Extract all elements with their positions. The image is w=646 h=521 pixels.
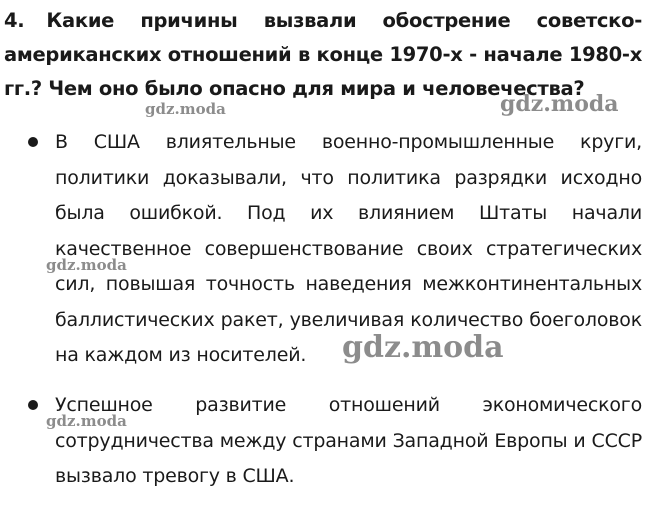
- answer-item-2: Успешное развитие отношений экономического сотрудничества между странами Западной Европы и СССР вызвало тревогу в США.: [55, 394, 642, 487]
- question-heading: [4, 4, 642, 106]
- watermark: gdz.moda: [145, 100, 226, 118]
- watermark: gdz.moda: [500, 91, 619, 117]
- watermark: gdz.moda: [46, 256, 127, 274]
- watermark: gdz.moda: [46, 412, 127, 430]
- bullet-dot-icon: [28, 400, 38, 410]
- answer-item-1: В США влиятельные военно-промышленные круги, политики доказывали, что политика разрядки исходно была ошибкой. Под их влиянием Штаты начали качественное совершенствование своих стратегических сил, повышая точность наведения межконтинентальных баллистических ракет, увеличивая количество боеголовок на каждом из носителей.: [55, 131, 642, 366]
- bullet-dot-icon: [28, 137, 38, 147]
- watermark: gdz.moda: [342, 330, 504, 365]
- question-text: Какие причины вызвали обострение советско-американских отношений в конце 1970-х - начале 1980-х гг.? Чем оно было опасно для мира и человечества?: [4, 9, 642, 100]
- question-number: 4.: [4, 9, 25, 32]
